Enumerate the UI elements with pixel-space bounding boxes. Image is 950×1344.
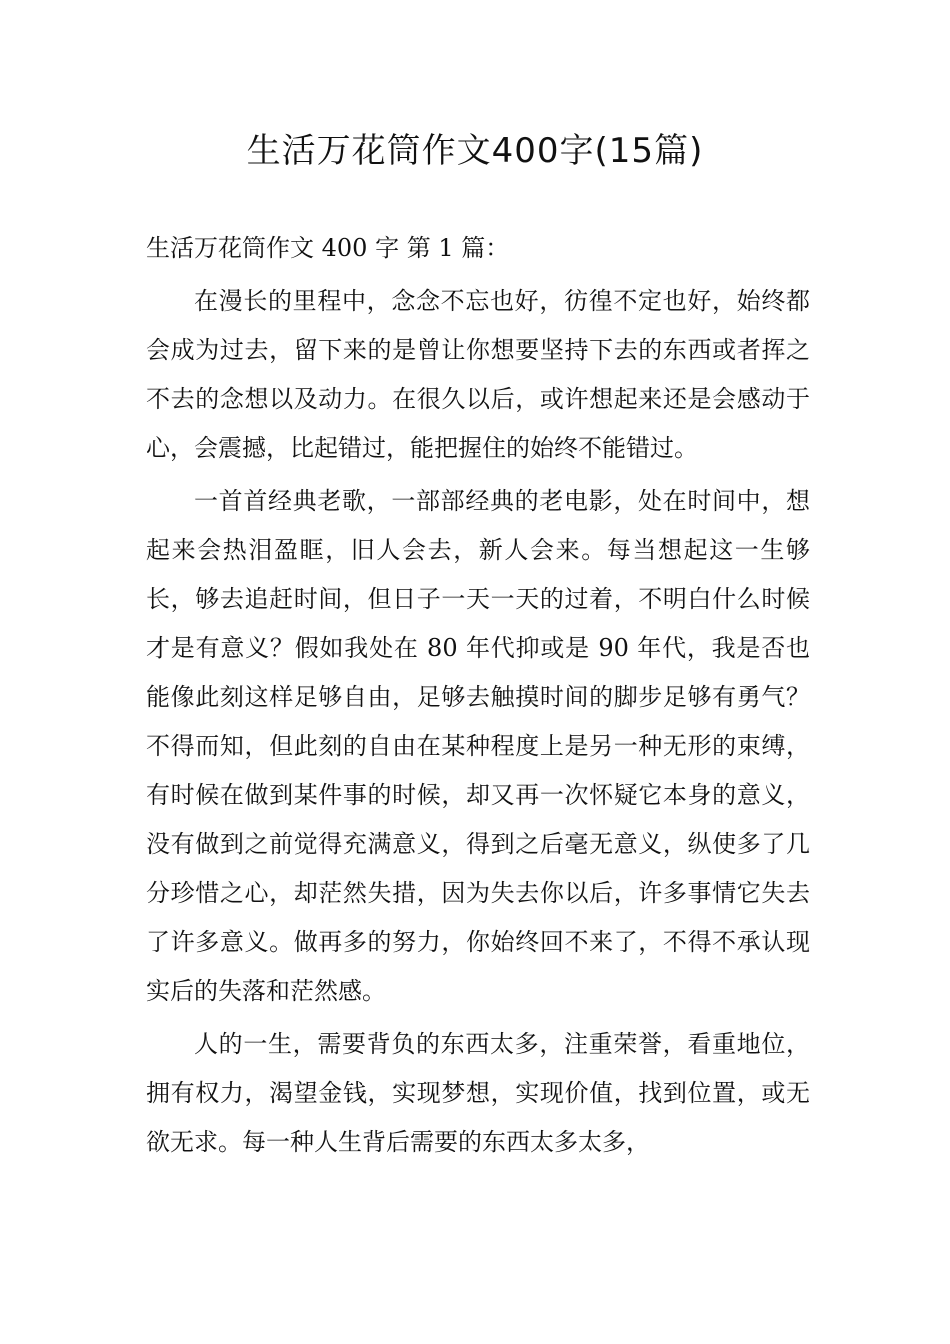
paragraph-3: 人的一生，需要背负的东西太多，注重荣誉，看重地位，拥有权力，渴望金钱，实现梦想，实现价值，找到位置，或无欲无求。每一种人生背后需要的东西太多太多， [146,1030,810,1156]
paragraph-1: 在漫长的里程中，念念不忘也好，彷徨不定也好，始终都会成为过去，留下来的是曾让你想要坚持下去的东西或者挥之不去的念想以及动力。在很久以后，或许想起来还是会感动于心，会震撼，比起错过，能把握住的始终不能错过。 [146,287,810,462]
section-heading: 生活万花筒作文 400 字 第 1 篇： [146,234,510,262]
paragraph-2: 一首首经典老歌，一部部经典的老电影，处在时间中，想起来会热泪盈眶，旧人会去，新人会来。每当想起这一生够长，够去追赶时间，但日子一天一天的过着，不明白什么时候才是有意义？假如我处在 80 年代抑或是 90 年代，我是否也能像此刻这样足够自由，足够去触摸时间的脚步足够有勇气？不得而知，但此刻的自由在某种程度上是另一种无形的束缚，有时候在做到某件事的时候，却又再一次怀疑它本身的意义，没有做到之前觉得充满意义，得到之后毫无意义，纵使多了几分珍惜之心，却茫然失措，因为失去你以后，许多事情它失去了许多意义。做再多的努力，你始终回不来了，不得不承认现实后的失落和茫然感。 [146,487,810,1005]
document-title: 生活万花筒作文400字(15篇) [246,131,704,171]
document-body [146,224,810,1167]
